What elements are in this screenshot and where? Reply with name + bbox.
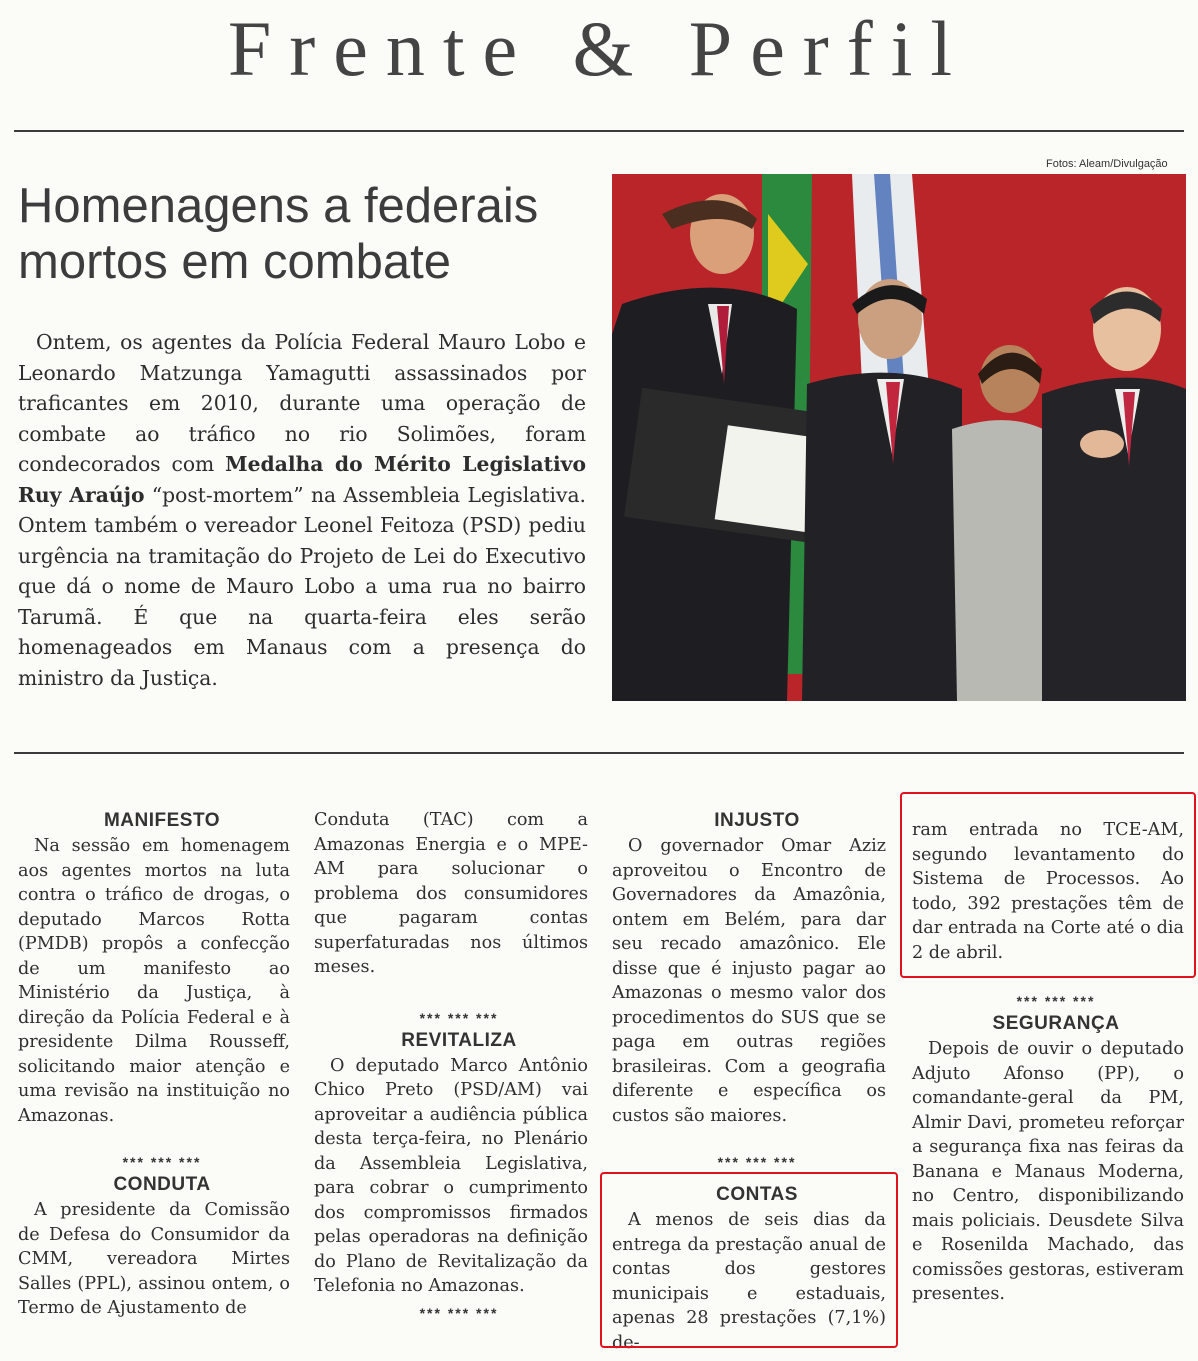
note-text-injusto: O governador Omar Aziz aproveitou o Encontro de Governadores da Amazônia, ontem em Belém, para dar seu recado amazônico. Ele disse que é injusto pagar ao Amazonas o mesmo valor dos procedimentos do SUS que se paga em outras regiões brasileiras. Com a geografia diferente e específica os custos são maiores.: [612, 836, 886, 1126]
lead-text-1: Ontem, os agentes da Polícia Federal Mauro Lobo e Leonardo Matzunga Yamagutti assassinados por traficantes em 2010, durante uma operação de combate ao tráfico no rio Solimões, foram condecorados com: [18, 330, 586, 476]
photo-credit: Fotos: Aleam/Divulgação: [1046, 158, 1168, 170]
lead-medal-name: Medalha do Mérito Legislativo Ruy Araújo: [18, 452, 586, 507]
note-text-conduta-continued: Conduta (TAC) com a Amazonas Energia e o MPE-AM para solucionar o problema dos consumidores que pagaram contas superfaturadas nos últimos meses.: [314, 810, 588, 977]
note-title-revitaliza: REVITALIZA: [401, 1029, 517, 1051]
column-1: [18, 808, 290, 1321]
person-third: [952, 420, 1052, 701]
headline-line-2: mortos em combate: [18, 235, 451, 289]
note-text-conduta: A presidente da Comissão de Defesa do Consumidor da CMM, vereadora Mirtes Salles (PPL), assinou ontem, o Termo de Ajustamento de: [18, 1200, 290, 1318]
column-2: [314, 808, 588, 1323]
headline-line-1: Homenagens a federais: [18, 179, 539, 233]
ceremony-photo-illustration: [612, 174, 1186, 701]
person-right: [1042, 378, 1186, 701]
top-divider: [14, 130, 1184, 132]
ceremony-photo: [612, 174, 1186, 701]
note-title-manifesto: MANIFESTO: [103, 810, 221, 831]
note-separator: *** *** ***: [419, 1009, 499, 1026]
highlight-box-contas: [600, 1172, 898, 1348]
note-text-contas: A menos de seis dias da entrega da prestação anual de contas dos gestores municipais e estaduais, apenas 28 prestações (7,1%) de-: [612, 1210, 886, 1353]
note-text-manifesto: Na sessão em homenagem aos agentes mortos na luta contra o tráfico de drogas, o deputado Marcos Rotta (PMDB) propôs a confecção de um manifesto ao Ministério da Justiça, à direção da Polícia Federal e à presidente Dilma Rousseff, solicitando maior atenção e uma revisão na instituição no Amazonas.: [18, 836, 290, 1126]
middle-divider: [14, 752, 1184, 754]
lead-text-2: “post-mortem” na Assembleia Legislativa. Ontem também o vereador Leonel Feitoza (PSD) pediu urgência na tramitação do Projeto de Lei do Executivo que dá o nome de Mauro Lobo a uma rua no bairro Tarumã. É que na quarta-feira eles serão homenageados em Manaus com a presença do ministro da Justiça.: [18, 482, 587, 690]
note-separator: *** *** ***: [419, 1304, 499, 1321]
headline: [18, 178, 598, 290]
note-separator: *** *** ***: [122, 1154, 202, 1170]
highlight-box-contas-continued: [900, 792, 1196, 978]
note-separator: *** *** ***: [1016, 993, 1096, 1009]
section-masthead: Frente & Perfil: [227, 5, 971, 92]
note-title-seguranca: SEGURANÇA: [992, 1013, 1120, 1034]
note-title-injusto: INJUSTO: [714, 810, 800, 831]
note-title-conduta: CONDUTA: [113, 1174, 211, 1195]
lead-paragraph: [18, 327, 586, 693]
note-title-contas: CONTAS: [716, 1184, 798, 1205]
note-separator: *** *** ***: [717, 1154, 797, 1170]
note-text-contas-continued: ram entrada no TCE-AM, segundo levantamento do Sistema de Processos. Ao todo, 392 prestações têm de dar entrada na Corte até o dia 2 de abril.: [912, 820, 1184, 963]
person-center: [802, 373, 962, 701]
note-text-seguranca: Depois de ouvir o deputado Adjuto Afonso (PP), o comandante-geral da PM, Almir Davi, prometeu reforçar a segurança fixa nas feiras da Banana e Manaus Moderna, no Centro, disponibilizando mais policiais. Deusdete Silva e Rosenilda Machado, das comissões gestoras, estiveram presentes.: [912, 1039, 1184, 1304]
note-text-revitaliza: O deputado Marco Antônio Chico Preto (PSD/AM) vai aproveitar a audiência pública desta terça-feira, no Plenário da Assembleia Legislativa, para cobrar o cumprimento dos compromissos firmados pelas operadoras na definição do Plano de Revitalização da Telefonia no Amazonas.: [314, 1055, 588, 1296]
